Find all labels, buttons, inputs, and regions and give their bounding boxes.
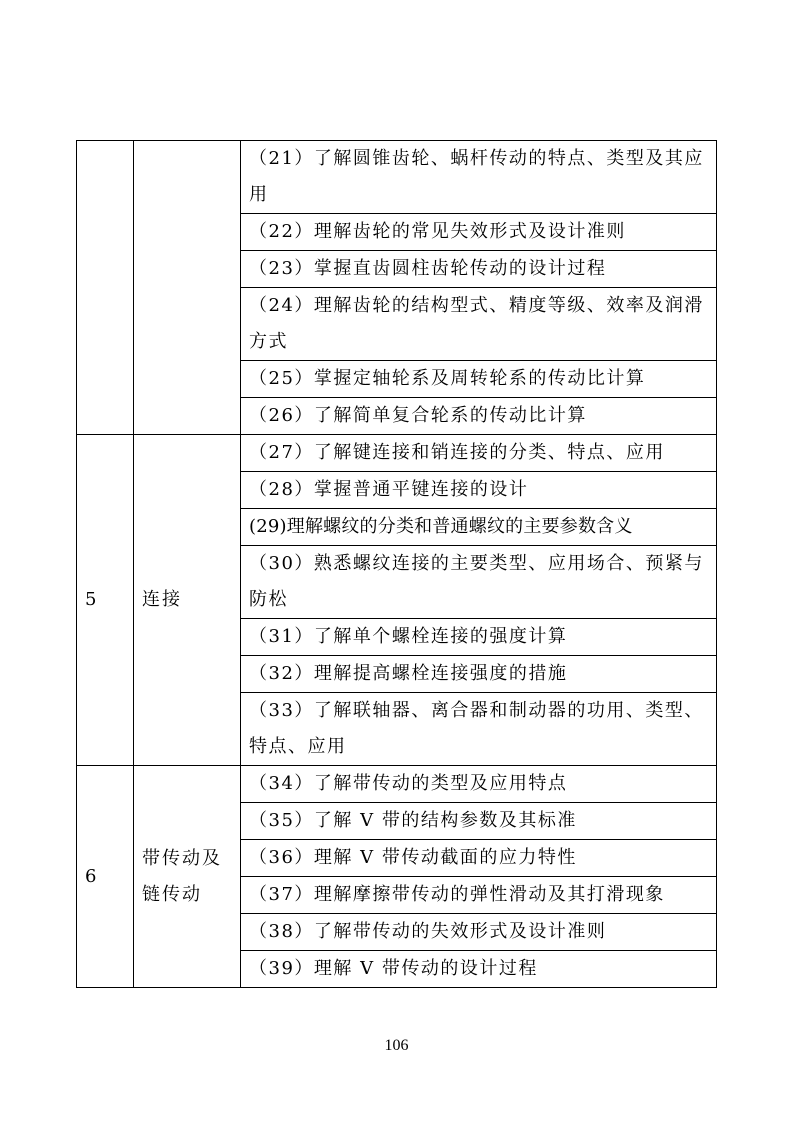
table-row [77,766,717,803]
requirement-item: (29)理解螺纹的分类和普通螺纹的主要参数含义 [241,509,717,546]
requirement-item: （28）掌握普通平键连接的设计 [241,472,717,509]
requirement-item: （35）了解 V 带的结构参数及其标准 [241,803,717,840]
requirement-item: （31）了解单个螺栓连接的强度计算 [241,619,717,656]
requirement-item: （24）理解齿轮的结构型式、精度等级、效率及润滑方式 [241,288,717,361]
requirement-item: （38）了解带传动的失效形式及设计准则 [241,914,717,951]
requirement-item: （22）理解齿轮的常见失效形式及设计准则 [241,214,717,251]
requirement-item: （33）了解联轴器、离合器和制动器的功用、类型、特点、应用 [241,693,717,766]
section-number-cell: 6 [77,766,134,988]
page-number: 106 [384,1037,409,1054]
table-row [77,435,717,472]
requirement-item: （32）理解提高螺栓连接强度的措施 [241,656,717,693]
section-number-cell [77,141,134,435]
requirement-item: （21）了解圆锥齿轮、蜗杆传动的特点、类型及其应用 [241,141,717,214]
syllabus-table-body [77,141,717,988]
requirement-item: （25）掌握定轴轮系及周转轮系的传动比计算 [241,361,717,398]
table-row [77,141,717,214]
requirement-item: （30）熟悉螺纹连接的主要类型、应用场合、预紧与防松 [241,546,717,619]
section-number-cell: 5 [77,435,134,766]
syllabus-table [76,140,717,988]
requirement-item: （27）了解键连接和销连接的分类、特点、应用 [241,435,717,472]
section-topic-cell: 连接 [134,435,241,766]
requirement-item: （26）了解简单复合轮系的传动比计算 [241,398,717,435]
requirement-item: （36）理解 V 带传动截面的应力特性 [241,840,717,877]
requirement-item: （37）理解摩擦带传动的弹性滑动及其打滑现象 [241,877,717,914]
requirement-item: （23）掌握直齿圆柱齿轮传动的设计过程 [241,251,717,288]
section-topic-cell: 带传动及链传动 [134,766,241,988]
section-topic-cell [134,141,241,435]
requirement-item: （39）理解 V 带传动的设计过程 [241,951,717,988]
requirement-item: （34）了解带传动的类型及应用特点 [241,766,717,803]
